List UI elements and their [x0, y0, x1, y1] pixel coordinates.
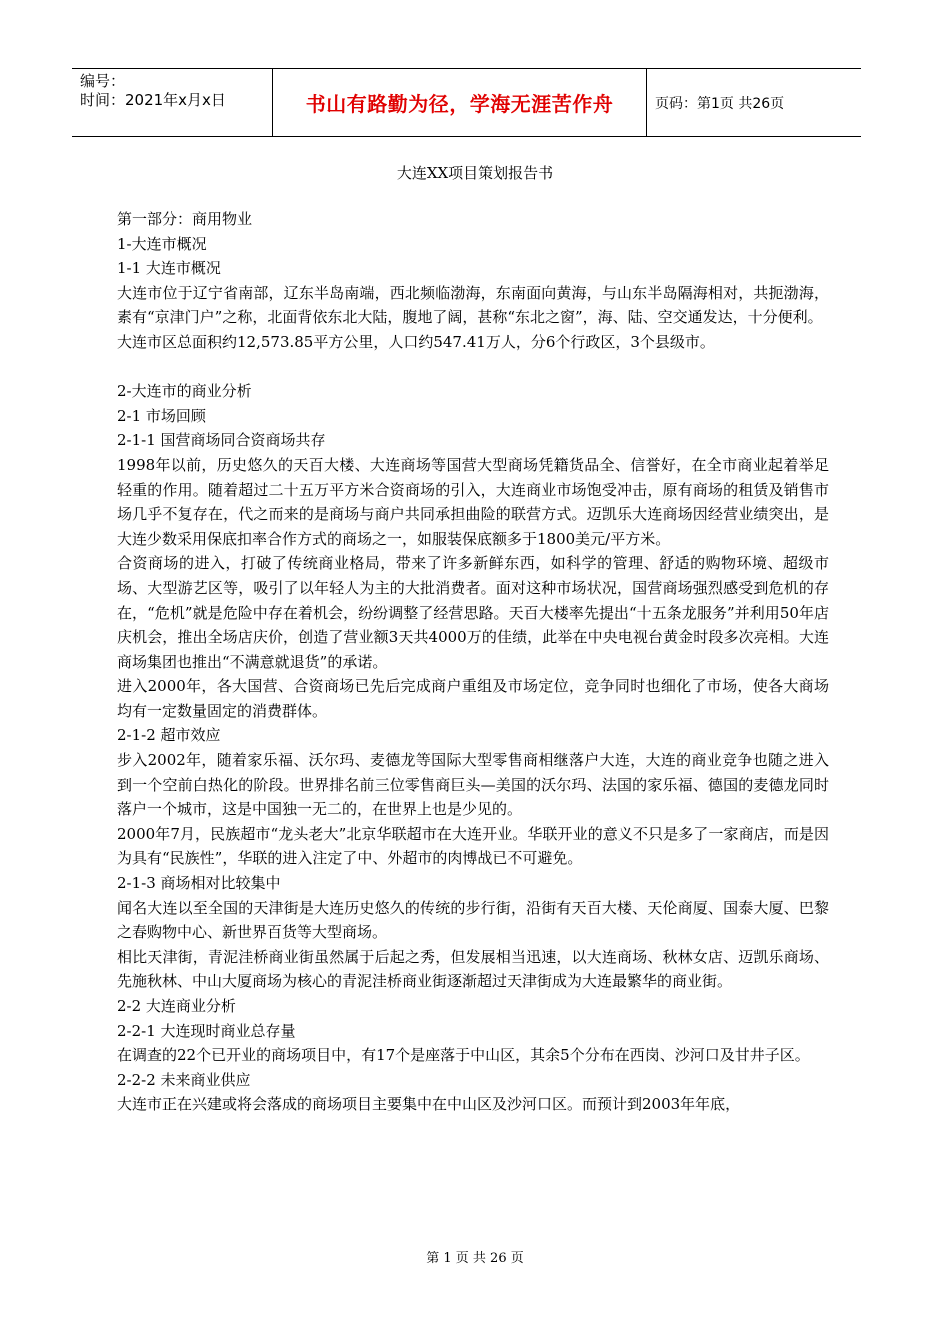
body-paragraph: 1-大连市概况: [117, 234, 207, 253]
page-header: [72, 68, 861, 137]
body-paragraph: 2-1-1 国营商场同合资商场共存: [117, 431, 326, 450]
body-paragraph: 进入2000年，各大国营、合资商场已先后完成商户重组及市场定位，竞争同时也细化了市场，使各大商场均有一定数量固定的消费群体。: [117, 677, 829, 720]
blank-line: [117, 355, 829, 380]
body-paragraph: 2-大连市的商业分析: [117, 382, 252, 401]
body-paragraph: 大连市位于辽宁省南部，辽东半岛南端，西北频临渤海，东南面向黄海，与山东半岛隔海相对，共扼渤海，素有“京津门户”之称，北面背依东北大陆，腹地了阔，甚称“东北之窗”，海、陆、空交通发达，十分便利。: [117, 283, 829, 327]
body-paragraph: 相比天津街，青泥洼桥商业街虽然属于后起之秀，但发展相当迅速，以大连商场、秋林女店、迈凯乐商场、先施秋林、中山大厦商场为核心的青泥洼桥商业街逐渐超过天津街成为大连最繁华的商业街。: [117, 947, 829, 991]
body-paragraph: 大连市区总面积约12,573.85平方公里，人口约547.41万人，分6个行政区，3个县级市。: [117, 332, 715, 351]
document-body: [117, 207, 829, 1117]
body-paragraph: 2-1 市场回顾: [117, 406, 206, 425]
document-time-label: 时间：2021年x月x日: [80, 91, 226, 109]
header-right-cell: [647, 69, 861, 136]
body-paragraph: 2-1-2 超市效应: [117, 726, 221, 745]
document-title: 大连XX项目策划报告书: [396, 164, 554, 182]
body-paragraph: 1-1 大连市概况: [117, 259, 221, 278]
body-paragraph: 1998年以前，历史悠久的天百大楼、大连商场等国营大型商场凭籍货品全、信誉好，在全市商业起着举足轻重的作用。随着超过二十五万平方米合资商场的引入，大连商业市场饱受冲击，原有商场的租赁及销售市场几乎不复存在，代之而来的是商场与商户共同承担曲险的联营方式。迈凯乐大连商场因经营业绩突出，是大连少数采用保底扣率合作方式的商场之一，如服装保底额多于1800美元/平方米。: [117, 455, 829, 548]
header-left-cell: [72, 69, 273, 136]
page-footer: 第 1 页 共 26 页: [426, 1251, 524, 1266]
body-paragraph: 2-2-1 大连现时商业总存量: [117, 1021, 296, 1040]
body-paragraph: 2-1-3 商场相对比较集中: [117, 874, 281, 893]
body-paragraph: 2-2-2 未来商业供应: [117, 1070, 251, 1089]
header-motto: 书山有路勤为径，学海无涯苦作舟: [305, 92, 614, 116]
body-paragraph: 2000年7月，民族超市“龙头老大”北京华联超市在大连开业。华联开业的意义不只是多了一家商店，而是因为具有“民族性”，华联的进入注定了中、外超市的肉博战已不可避免。: [117, 824, 829, 868]
body-paragraph: 合资商场的进入，打破了传统商业格局，带来了许多新鲜东西，如科学的管理、舒适的购物环境、超级市场、大型游艺区等，吸引了以年轻人为主的大批消费者。面对这种市场状况，国营商场强烈感受到危机的存在，“危机”就是危险中存在着机会，纷纷调整了经营思路。天百大楼率先提出“十五条龙服务”并利用50年店庆机会，推出全场店庆价，创造了营业额3天共4000万的佳绩，此举在中央电视台黄金时段多次亮相。大连商场集团也推出“不满意就退货”的承诺。: [117, 554, 829, 671]
body-paragraph: 在调查的22个已开业的商场项目中，有17个是座落于中山区，其余5个分布在西岗、沙河口及甘井子区。: [117, 1046, 810, 1065]
document-number-label: 编号：: [80, 72, 126, 90]
header-page-info: 页码：第1页 共26页: [655, 95, 785, 112]
header-center-cell: [273, 69, 647, 136]
body-paragraph: 步入2002年，随着家乐福、沃尔玛、麦德龙等国际大型零售商相继落户大连，大连的商业竞争也随之进入到一个空前白热化的阶段。世界排名前三位零售商巨头—美国的沃尔玛、法国的家乐福、德国的麦德龙同时落户一个城市，这是中国独一无二的，在世界上也是少见的。: [117, 751, 829, 819]
body-paragraph: 第一部分：商用物业: [117, 210, 253, 228]
body-paragraph: 2-2 大连商业分析: [117, 997, 236, 1015]
body-paragraph: 闻名大连以至全国的天津街是大连历史悠久的传统的步行街，沿街有天百大楼、天伦商厦、国泰大厦、巴黎之春购物中心、新世界百货等大型商场。: [117, 898, 829, 942]
body-paragraph: 大连市正在兴建或将会落成的商场项目主要集中在中山区及沙河口区。而预计到2003年年底，: [117, 1095, 741, 1114]
